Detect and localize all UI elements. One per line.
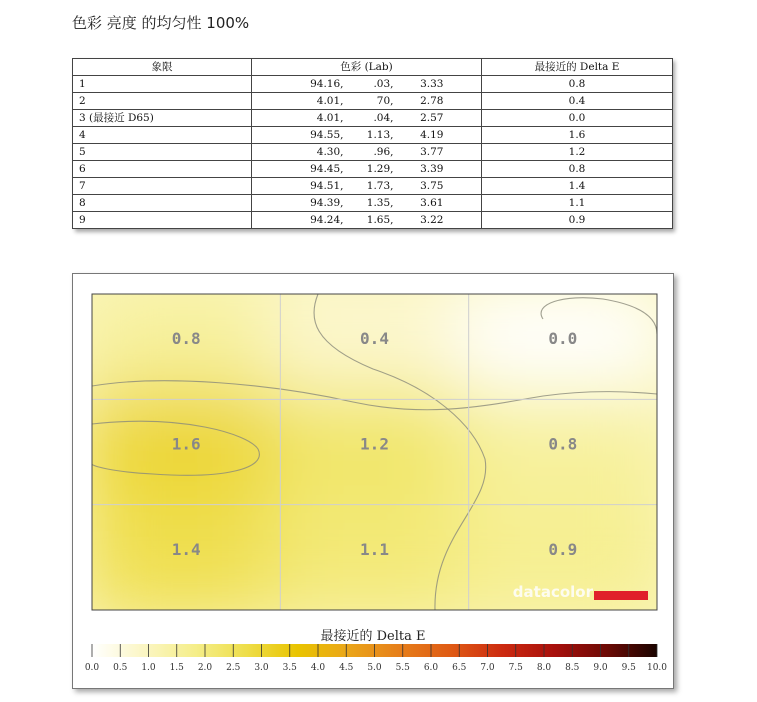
legend-tick-label: 8.5: [565, 663, 580, 673]
delta-e-cell: 1.4: [482, 178, 673, 195]
table-row: [73, 195, 673, 212]
lab-b-value: 3.33: [420, 78, 444, 90]
quadrant-cell: 8: [73, 195, 252, 212]
delta-e-cell: 0.4: [482, 93, 673, 110]
table-row: [73, 161, 673, 178]
table-row: [73, 144, 673, 161]
lab-L-value: 94.55,: [310, 129, 344, 141]
legend-tick-label: 4.5: [339, 663, 354, 673]
legend-tick-label: 0.5: [113, 663, 128, 673]
lab-a-value: 1.35,: [366, 197, 394, 209]
table-row: [73, 76, 673, 93]
delta-e-cell: 1.2: [482, 144, 673, 161]
quadrant-cell: 1: [73, 76, 252, 93]
legend-tick-label: 8.0: [536, 663, 552, 673]
legend-tick-label: 3.5: [282, 663, 297, 673]
legend-tick-label: 5.5: [395, 663, 410, 673]
lab-b-value: 3.39: [420, 163, 444, 175]
legend-tick-label: 4.0: [310, 663, 326, 673]
lab-a-value: 1.29,: [366, 163, 394, 175]
legend-tick-label: 2.5: [226, 663, 241, 673]
datacolor-watermark: datacolor: [512, 583, 593, 601]
delta-e-cell: 0.8: [482, 76, 673, 93]
quadrant-cell: 5: [73, 144, 252, 161]
table-row: [73, 110, 673, 127]
lab-a-value: 70,: [376, 95, 394, 107]
legend-title: 最接近的 Delta E: [320, 629, 426, 644]
lab-a-value: 1.13,: [366, 129, 394, 141]
lab-L-value: 4.30,: [316, 146, 344, 158]
cell-value-label: 1.4: [171, 539, 201, 559]
lab-b-value: 2.57: [420, 112, 444, 124]
lab-a-value: .96,: [373, 146, 394, 158]
delta-e-cell: 1.6: [482, 127, 673, 144]
lab-a-value: .03,: [373, 78, 394, 90]
brand-bar: [594, 591, 648, 600]
lab-table: [72, 58, 672, 229]
legend-tick-label: 2.0: [197, 663, 213, 673]
legend-tick-label: 1.5: [169, 663, 184, 673]
lab-b-value: 3.61: [420, 197, 444, 209]
legend-tick-label: 5.0: [367, 663, 382, 673]
legend-tick-label: 7.5: [508, 663, 523, 673]
cell-value-label: 1.2: [360, 434, 389, 454]
delta-e-cell: 0.9: [482, 212, 673, 229]
legend-tick-label: 9.0: [593, 663, 608, 673]
lab-a-value: .04,: [373, 112, 394, 124]
lab-L-value: 94.24,: [310, 214, 344, 226]
cell-value-label: 0.8: [171, 329, 201, 349]
table-row: [73, 212, 673, 229]
cell-value-label: 1.6: [171, 434, 201, 454]
header-lab: 色彩 (Lab): [252, 59, 482, 76]
lab-table-grid: [72, 58, 673, 229]
lab-L-value: 94.16,: [310, 78, 344, 90]
quadrant-cell: 9: [73, 212, 252, 229]
lab-cell: [252, 93, 482, 110]
lab-L-value: 94.39,: [310, 197, 344, 209]
lab-L-value: 94.45,: [310, 163, 344, 175]
quadrant-cell: 4: [73, 127, 252, 144]
lab-cell: [252, 110, 482, 127]
legend-tick-label: 9.5: [621, 663, 636, 673]
cell-value-label: 0.8: [548, 434, 578, 454]
delta-e-cell: 0.0: [482, 110, 673, 127]
legend-tick-label: 0.0: [84, 663, 100, 673]
lab-cell: [252, 195, 482, 212]
lab-cell: [252, 178, 482, 195]
lab-b-value: 3.77: [420, 146, 444, 158]
lab-cell: [252, 76, 482, 93]
lab-L-value: 4.01,: [316, 95, 344, 107]
legend-tick-label: 6.0: [423, 663, 439, 673]
lab-cell: [252, 212, 482, 229]
legend-tick-label: 1.0: [141, 663, 156, 673]
table-row: [73, 127, 673, 144]
lab-cell: [252, 144, 482, 161]
lab-a-value: 1.65,: [366, 214, 394, 226]
cell-value-label: 0.4: [360, 329, 389, 349]
delta-e-cell: 0.8: [482, 161, 673, 178]
legend-tick-label: 3.0: [254, 663, 269, 673]
legend-tick-label: 7.0: [480, 663, 495, 673]
lab-b-value: 3.22: [420, 214, 444, 226]
table-row: [73, 178, 673, 195]
quadrant-cell: 7: [73, 178, 252, 195]
table-header-row: [73, 59, 673, 76]
table-row: [73, 93, 673, 110]
delta-e-cell: 1.1: [482, 195, 673, 212]
lab-cell: [252, 127, 482, 144]
lab-b-value: 3.75: [420, 180, 444, 192]
quadrant-cell: 2: [73, 93, 252, 110]
cell-value-label: 1.1: [360, 539, 389, 559]
lab-cell: [252, 161, 482, 178]
page-title: 色彩 亮度 的均匀性 100%: [72, 14, 250, 32]
lab-b-value: 4.19: [420, 129, 444, 141]
quadrant-cell: 3 (最接近 D65): [73, 110, 252, 127]
quadrant-cell: 6: [73, 161, 252, 178]
legend-tick-label: 6.5: [452, 663, 467, 673]
lab-L-value: 94.51,: [310, 180, 344, 192]
lab-b-value: 2.78: [420, 95, 444, 107]
cell-value-label: 0.0: [548, 329, 578, 349]
legend-tick-label: 10.0: [646, 663, 668, 673]
lab-a-value: 1.73,: [366, 180, 394, 192]
heatmap-panel: [72, 273, 674, 689]
header-quadrant: 象限: [73, 59, 252, 76]
lab-L-value: 4.01,: [316, 112, 344, 124]
cell-value-label: 0.9: [548, 539, 578, 559]
header-delta-e: 最接近的 Delta E: [482, 59, 673, 76]
